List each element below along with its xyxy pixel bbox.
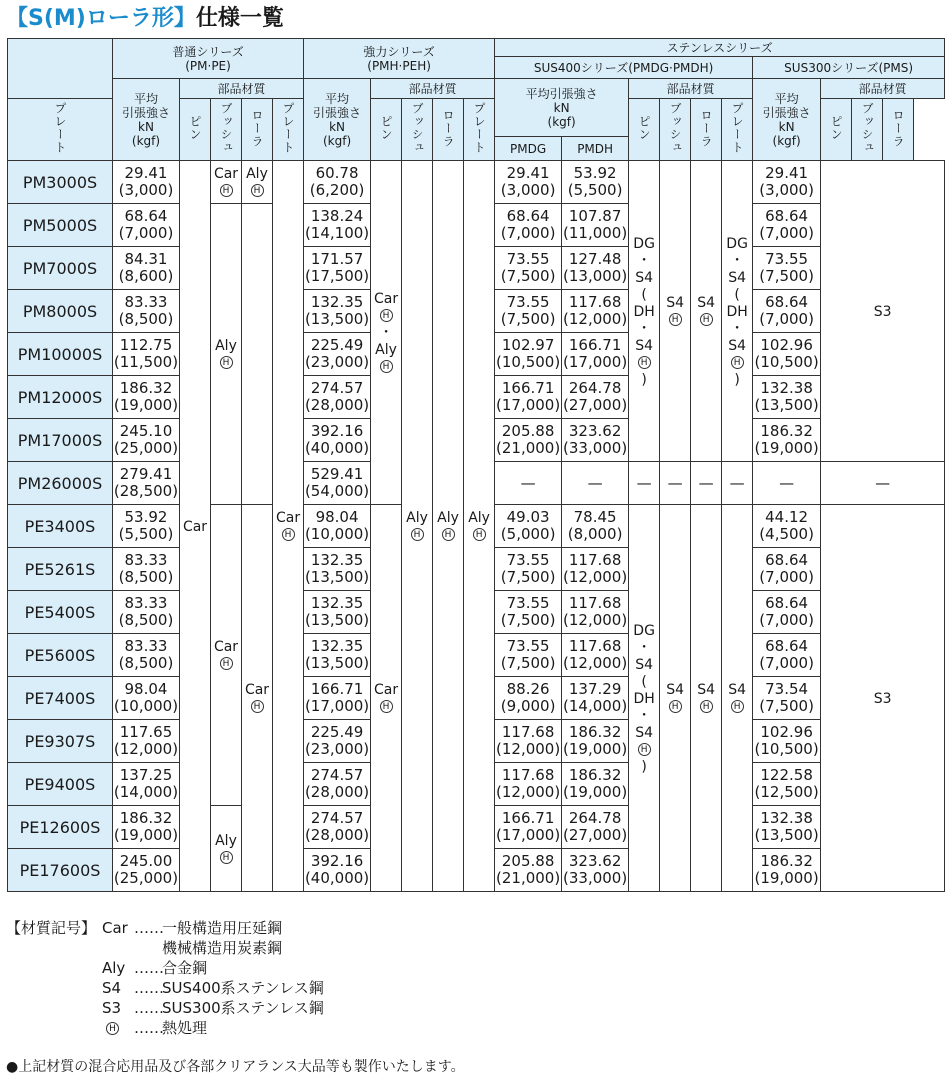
pmdh-tensile: 137.29 (14,000) <box>562 677 629 720</box>
model-name: PE9400S <box>8 763 113 806</box>
header-bush: ブッシュ <box>211 99 242 161</box>
strong-tensile: 225.49 (23,000) <box>304 720 371 763</box>
header-roller: ローラ <box>691 99 722 161</box>
sus400-material-dash: — <box>722 462 753 505</box>
strong-tensile: 166.71 (17,000) <box>304 677 371 720</box>
model-name: PM17000S <box>8 419 113 462</box>
normal-tensile: 68.64 (7,000) <box>113 204 180 247</box>
strong-tensile: 132.35 (13,500) <box>304 591 371 634</box>
pmdh-tensile: 78.45 (8,000) <box>562 505 629 548</box>
normal-tensile: 83.33 (8,500) <box>113 634 180 677</box>
material-code: Car <box>275 510 301 526</box>
heat-treatment-icon: H <box>251 184 264 197</box>
sus400-plate <box>629 161 660 462</box>
strong-tensile: 171.57 (17,500) <box>304 247 371 290</box>
page-title <box>6 4 284 34</box>
material-code: S4 <box>697 295 716 311</box>
pmdh-tensile: 264.78 (27,000) <box>562 806 629 849</box>
sus400-roller <box>722 161 753 462</box>
normal-tensile: 186.32 (19,000) <box>113 806 180 849</box>
header-plate: プレート <box>464 99 495 161</box>
material-code: DG <box>633 235 655 252</box>
model-name: PE5600S <box>8 634 113 677</box>
header-sus300: SUS300シリーズ(PMS) <box>753 57 945 79</box>
model-name: PE12600S <box>8 806 113 849</box>
pmdg-tensile: 88.26 (9,000) <box>495 677 562 720</box>
sus300-tensile: 186.32 (19,000) <box>753 419 821 462</box>
legend-row: H …… 熱処理 <box>6 1018 324 1038</box>
pmdh-tensile: — <box>562 462 629 505</box>
heat-treatment-icon: H <box>731 700 744 713</box>
pmdh-tensile: 117.68 (12,000) <box>562 591 629 634</box>
model-name: PM12000S <box>8 376 113 419</box>
pmdg-tensile: 73.55 (7,500) <box>495 634 562 677</box>
material-code: ・ <box>637 320 652 337</box>
strong-tensile: 225.49 (23,000) <box>304 333 371 376</box>
strong-tensile: 274.57 (28,000) <box>304 763 371 806</box>
normal-tensile: 117.65 (12,000) <box>113 720 180 763</box>
strong-tensile: 132.35 (13,500) <box>304 548 371 591</box>
separator-dot: ・ <box>379 325 394 341</box>
normal-bush <box>242 204 273 505</box>
sus300-tensile: 132.38 (13,500) <box>753 376 821 419</box>
sus300-materials <box>821 505 945 892</box>
normal-bush <box>242 161 273 204</box>
pmdh-tensile: 186.32 (19,000) <box>562 763 629 806</box>
heat-treatment-icon: H <box>669 313 682 326</box>
table-row <box>8 161 945 204</box>
material-code: S4 <box>728 337 747 354</box>
header-normal-series: 普通シリーズ (PM·PE) <box>113 39 304 79</box>
heat-treatment-icon: H <box>411 528 424 541</box>
header-roller: ローラ <box>883 99 914 161</box>
strong-tensile: 132.35 (13,500) <box>304 290 371 333</box>
normal-tensile: 245.00 (25,000) <box>113 849 180 892</box>
heat-treatment-icon: H <box>700 313 713 326</box>
legend-row: Aly …… 合金鋼 <box>102 959 208 977</box>
normal-tensile: 29.41 (3,000) <box>113 161 180 204</box>
material-code: ・ <box>730 252 745 269</box>
sus400-plate <box>629 505 660 892</box>
header-bush: ブッシュ <box>660 99 691 161</box>
material-legend <box>6 918 324 1038</box>
normal-pin <box>211 161 242 204</box>
normal-tensile: 53.92 (5,500) <box>113 505 180 548</box>
material-code: S4 <box>728 682 747 698</box>
pmdh-tensile: 117.68 (12,000) <box>562 548 629 591</box>
material-code: S4 <box>635 724 654 741</box>
header-pmdg: PMDG <box>495 137 562 161</box>
model-name: PM5000S <box>8 204 113 247</box>
heat-treatment-icon: H <box>700 700 713 713</box>
material-code: Aly <box>375 342 397 358</box>
normal-tensile: 98.04 (10,000) <box>113 677 180 720</box>
header-pin: ピン <box>371 99 402 161</box>
header-parts-strong: 部品材質 <box>371 79 495 99</box>
normal-tensile: 83.33 (8,500) <box>113 290 180 333</box>
material-code: S3 <box>873 690 892 707</box>
pmdh-tensile: 107.87 (11,000) <box>562 204 629 247</box>
normal-tensile: 83.33 (8,500) <box>113 548 180 591</box>
sus400-bush <box>691 161 722 462</box>
header-roller: ローラ <box>242 99 273 161</box>
strong-tensile: 132.35 (13,500) <box>304 634 371 677</box>
header-plate: プレート <box>273 99 304 161</box>
normal-tensile: 245.10 (25,000) <box>113 419 180 462</box>
pmdh-tensile: 53.92 (5,500) <box>562 161 629 204</box>
pmdh-tensile: 117.68 (12,000) <box>562 634 629 677</box>
material-code: Car <box>213 639 239 655</box>
material-code: Aly <box>215 338 237 354</box>
sus300-tensile: 68.64 (7,000) <box>753 548 821 591</box>
material-code: Aly <box>437 510 459 526</box>
header-avg-tensile-normal: 平均 引張強さ kN (kgf) <box>113 79 180 161</box>
normal-pin <box>211 204 242 505</box>
model-name: PM26000S <box>8 462 113 505</box>
heat-treatment-icon: H <box>220 657 233 670</box>
material-code: S4 <box>728 269 747 286</box>
heat-treatment-icon: H <box>251 700 264 713</box>
model-name: PE9307S <box>8 720 113 763</box>
sus300-tensile: 122.58 (12,500) <box>753 763 821 806</box>
pmdh-tensile: 264.78 (27,000) <box>562 376 629 419</box>
normal-pin <box>211 505 242 806</box>
material-code: DG <box>633 622 655 639</box>
model-name: PE5261S <box>8 548 113 591</box>
sus400-material-dash: — <box>660 462 691 505</box>
pmdg-tensile: 68.64 (7,000) <box>495 204 562 247</box>
model-name: PM8000S <box>8 290 113 333</box>
pmdg-tensile: 49.03 (5,000) <box>495 505 562 548</box>
material-code: ・ <box>637 707 652 724</box>
pmdg-tensile: 205.88 (21,000) <box>495 849 562 892</box>
material-code: ) <box>734 371 740 388</box>
pmdg-tensile: 117.68 (12,000) <box>495 763 562 806</box>
model-name: PM3000S <box>8 161 113 204</box>
strong-bush <box>433 161 464 892</box>
heat-treatment-icon: H <box>473 528 486 541</box>
sus300-tensile: 68.64 (7,000) <box>753 634 821 677</box>
strong-plate <box>371 161 402 505</box>
material-code: S4 <box>697 682 716 698</box>
normal-roller <box>273 161 304 892</box>
material-code: Aly <box>406 510 428 526</box>
spec-table <box>7 38 945 892</box>
material-code: ・ <box>637 252 652 269</box>
pmdg-tensile: — <box>495 462 562 505</box>
material-code: ・ <box>730 320 745 337</box>
sus300-tensile: 73.55 (7,500) <box>753 247 821 290</box>
footnote: ●上記材質の混合応用品及び各部クリアランス大品等も製作いたします。 <box>6 1059 465 1075</box>
header-roller: ローラ <box>433 99 464 161</box>
model-name: PE5400S <box>8 591 113 634</box>
heat-treatment-icon: H <box>731 356 744 369</box>
material-code: S4 <box>635 269 654 286</box>
heat-treatment-icon: H <box>669 700 682 713</box>
sus300-tensile: 132.38 (13,500) <box>753 806 821 849</box>
header-plate: プレート <box>8 99 113 161</box>
material-code: Aly <box>468 510 490 526</box>
legend-heading: 【材質記号】 <box>6 919 97 937</box>
sus400-pin <box>660 161 691 462</box>
strong-tensile: 138.24 (14,100) <box>304 204 371 247</box>
heat-treatment-icon: H <box>220 851 233 864</box>
model-name: PE17600S <box>8 849 113 892</box>
material-code: DH <box>726 303 748 320</box>
header-parts-normal: 部品材質 <box>180 79 304 99</box>
pmdg-tensile: 166.71 (17,000) <box>495 376 562 419</box>
material-code: ) <box>641 371 647 388</box>
heat-treatment-icon: H <box>638 743 651 756</box>
pmdg-tensile: 73.55 (7,500) <box>495 247 562 290</box>
heat-treatment-icon: H <box>380 360 393 373</box>
pmdg-tensile: 73.55 (7,500) <box>495 290 562 333</box>
pmdg-tensile: 166.71 (17,000) <box>495 806 562 849</box>
pmdh-tensile: 117.68 (12,000) <box>562 290 629 333</box>
sus300-tensile: 68.64 (7,000) <box>753 591 821 634</box>
material-code: ( <box>641 286 647 303</box>
strong-tensile: 392.16 (40,000) <box>304 419 371 462</box>
sus400-pin <box>660 505 691 892</box>
header-bush: ブッシュ <box>402 99 433 161</box>
legend-row: 機械構造用炭素鋼 <box>162 939 283 957</box>
material-code: ・ <box>637 639 652 656</box>
sus300-tensile: 68.64 (7,000) <box>753 204 821 247</box>
strong-tensile: 274.57 (28,000) <box>304 376 371 419</box>
legend-row: 【材質記号】 Car …… 一般構造用圧延鋼 <box>6 919 283 937</box>
heat-treatment-icon: H <box>220 184 233 197</box>
material-code: Car <box>182 518 208 535</box>
header-pin: ピン <box>629 99 660 161</box>
normal-bush <box>242 505 273 892</box>
sus300-tensile: 29.41 (3,000) <box>753 161 821 204</box>
header-strong-series: 強力シリーズ (PMH·PEH) <box>304 39 495 79</box>
pmdh-tensile: 186.32 (19,000) <box>562 720 629 763</box>
heat-treatment-icon: H <box>380 309 393 322</box>
header-pin: ピン <box>180 99 211 161</box>
strong-tensile: 60.78 (6,200) <box>304 161 371 204</box>
pmdh-tensile: 323.62 (33,000) <box>562 849 629 892</box>
strong-tensile: 274.57 (28,000) <box>304 806 371 849</box>
header-plate: プレート <box>722 99 753 161</box>
sus400-roller <box>722 505 753 892</box>
material-code: S4 <box>666 682 685 698</box>
heat-treatment-icon: H <box>638 356 651 369</box>
material-code: Car <box>374 291 399 307</box>
material-code: ( <box>641 673 647 690</box>
header-sus400: SUS400シリーズ(PMDG·PMDH) <box>495 57 753 79</box>
normal-tensile: 279.41 (28,500) <box>113 462 180 505</box>
strong-tensile: 529.41 (54,000) <box>304 462 371 505</box>
header-pmdh: PMDH <box>562 137 629 161</box>
model-name: PE7400S <box>8 677 113 720</box>
pmdh-tensile: 323.62 (33,000) <box>562 419 629 462</box>
sus300-materials <box>821 161 945 462</box>
header-avg-tensile-sus400: 平均引張強さ kN (kgf) <box>495 79 629 137</box>
material-code: Car <box>374 682 399 698</box>
normal-pin <box>211 806 242 892</box>
model-name: PM7000S <box>8 247 113 290</box>
material-code: ) <box>641 758 647 775</box>
sus300-tensile: 102.96 (10,500) <box>753 333 821 376</box>
sus400-bush <box>691 505 722 892</box>
sus300-tensile: 68.64 (7,000) <box>753 290 821 333</box>
normal-tensile: 137.25 (14,000) <box>113 763 180 806</box>
material-code: DH <box>633 303 655 320</box>
sus400-material-dash: — <box>629 462 660 505</box>
legend-row: S3 …… SUS300系ステンレス鋼 <box>102 999 324 1017</box>
strong-pin <box>402 161 433 892</box>
sus300-tensile: 102.96 (10,500) <box>753 720 821 763</box>
sus300-tensile: 73.54 (7,500) <box>753 677 821 720</box>
heat-treatment-icon: H <box>282 528 295 541</box>
header-avg-tensile-strong: 平均 引張強さ kN (kgf) <box>304 79 371 161</box>
header-stainless-series: ステンレスシリーズ <box>495 39 945 57</box>
material-code: DH <box>633 690 655 707</box>
normal-tensile: 83.33 (8,500) <box>113 591 180 634</box>
pmdg-tensile: 73.55 (7,500) <box>495 591 562 634</box>
model-name: PM10000S <box>8 333 113 376</box>
material-code: S3 <box>873 303 892 320</box>
normal-tensile: 112.75 (11,500) <box>113 333 180 376</box>
heat-treatment-icon: H <box>106 1022 119 1035</box>
strong-tensile: 98.04 (10,000) <box>304 505 371 548</box>
normal-tensile: 84.31 (8,600) <box>113 247 180 290</box>
header-avg-tensile-sus300: 平均 引張強さ kN (kgf) <box>753 79 821 161</box>
material-code: Car <box>244 682 270 698</box>
sus300-tensile: 44.12 (4,500) <box>753 505 821 548</box>
heat-treatment-icon: H <box>380 700 393 713</box>
strong-roller <box>464 161 495 892</box>
legend-row: S4 …… SUS400系ステンレス鋼 <box>102 979 324 997</box>
sus300-tensile: — <box>753 462 821 505</box>
pmdg-tensile: 205.88 (21,000) <box>495 419 562 462</box>
material-code: ( <box>734 286 740 303</box>
material-code: S4 <box>666 295 685 311</box>
pmdh-tensile: 127.48 (13,000) <box>562 247 629 290</box>
material-code: Aly <box>215 832 237 849</box>
strong-tensile: 392.16 (40,000) <box>304 849 371 892</box>
header-parts-sus300: 部品材質 <box>821 79 945 99</box>
material-code: Car <box>213 166 239 182</box>
material-code: DG <box>726 235 748 252</box>
material-code: Aly <box>246 166 268 182</box>
pmdg-tensile: 29.41 (3,000) <box>495 161 562 204</box>
model-name: PE3400S <box>8 505 113 548</box>
header-pin: ピン <box>821 99 852 161</box>
sus300-tensile: 186.32 (19,000) <box>753 849 821 892</box>
corner-cell <box>8 39 113 99</box>
strong-plate <box>371 505 402 892</box>
header-parts-sus400: 部品材質 <box>629 79 753 99</box>
sus300-materials: — <box>821 462 945 505</box>
material-code: S4 <box>635 337 654 354</box>
sus400-material-dash: — <box>691 462 722 505</box>
heat-treatment-icon: H <box>220 356 233 369</box>
normal-tensile: 186.32 (19,000) <box>113 376 180 419</box>
normal-plate <box>180 161 211 892</box>
pmdg-tensile: 117.68 (12,000) <box>495 720 562 763</box>
pmdg-tensile: 102.97 (10,500) <box>495 333 562 376</box>
heat-treatment-icon: H <box>442 528 455 541</box>
material-code: S4 <box>635 656 654 673</box>
header-bush: ブッシュ <box>852 99 883 161</box>
pmdh-tensile: 166.71 (17,000) <box>562 333 629 376</box>
title-prefix: 【S(M)ローラ形】 <box>6 6 196 31</box>
pmdg-tensile: 73.55 (7,500) <box>495 548 562 591</box>
title-text: 仕様一覧 <box>195 6 284 31</box>
